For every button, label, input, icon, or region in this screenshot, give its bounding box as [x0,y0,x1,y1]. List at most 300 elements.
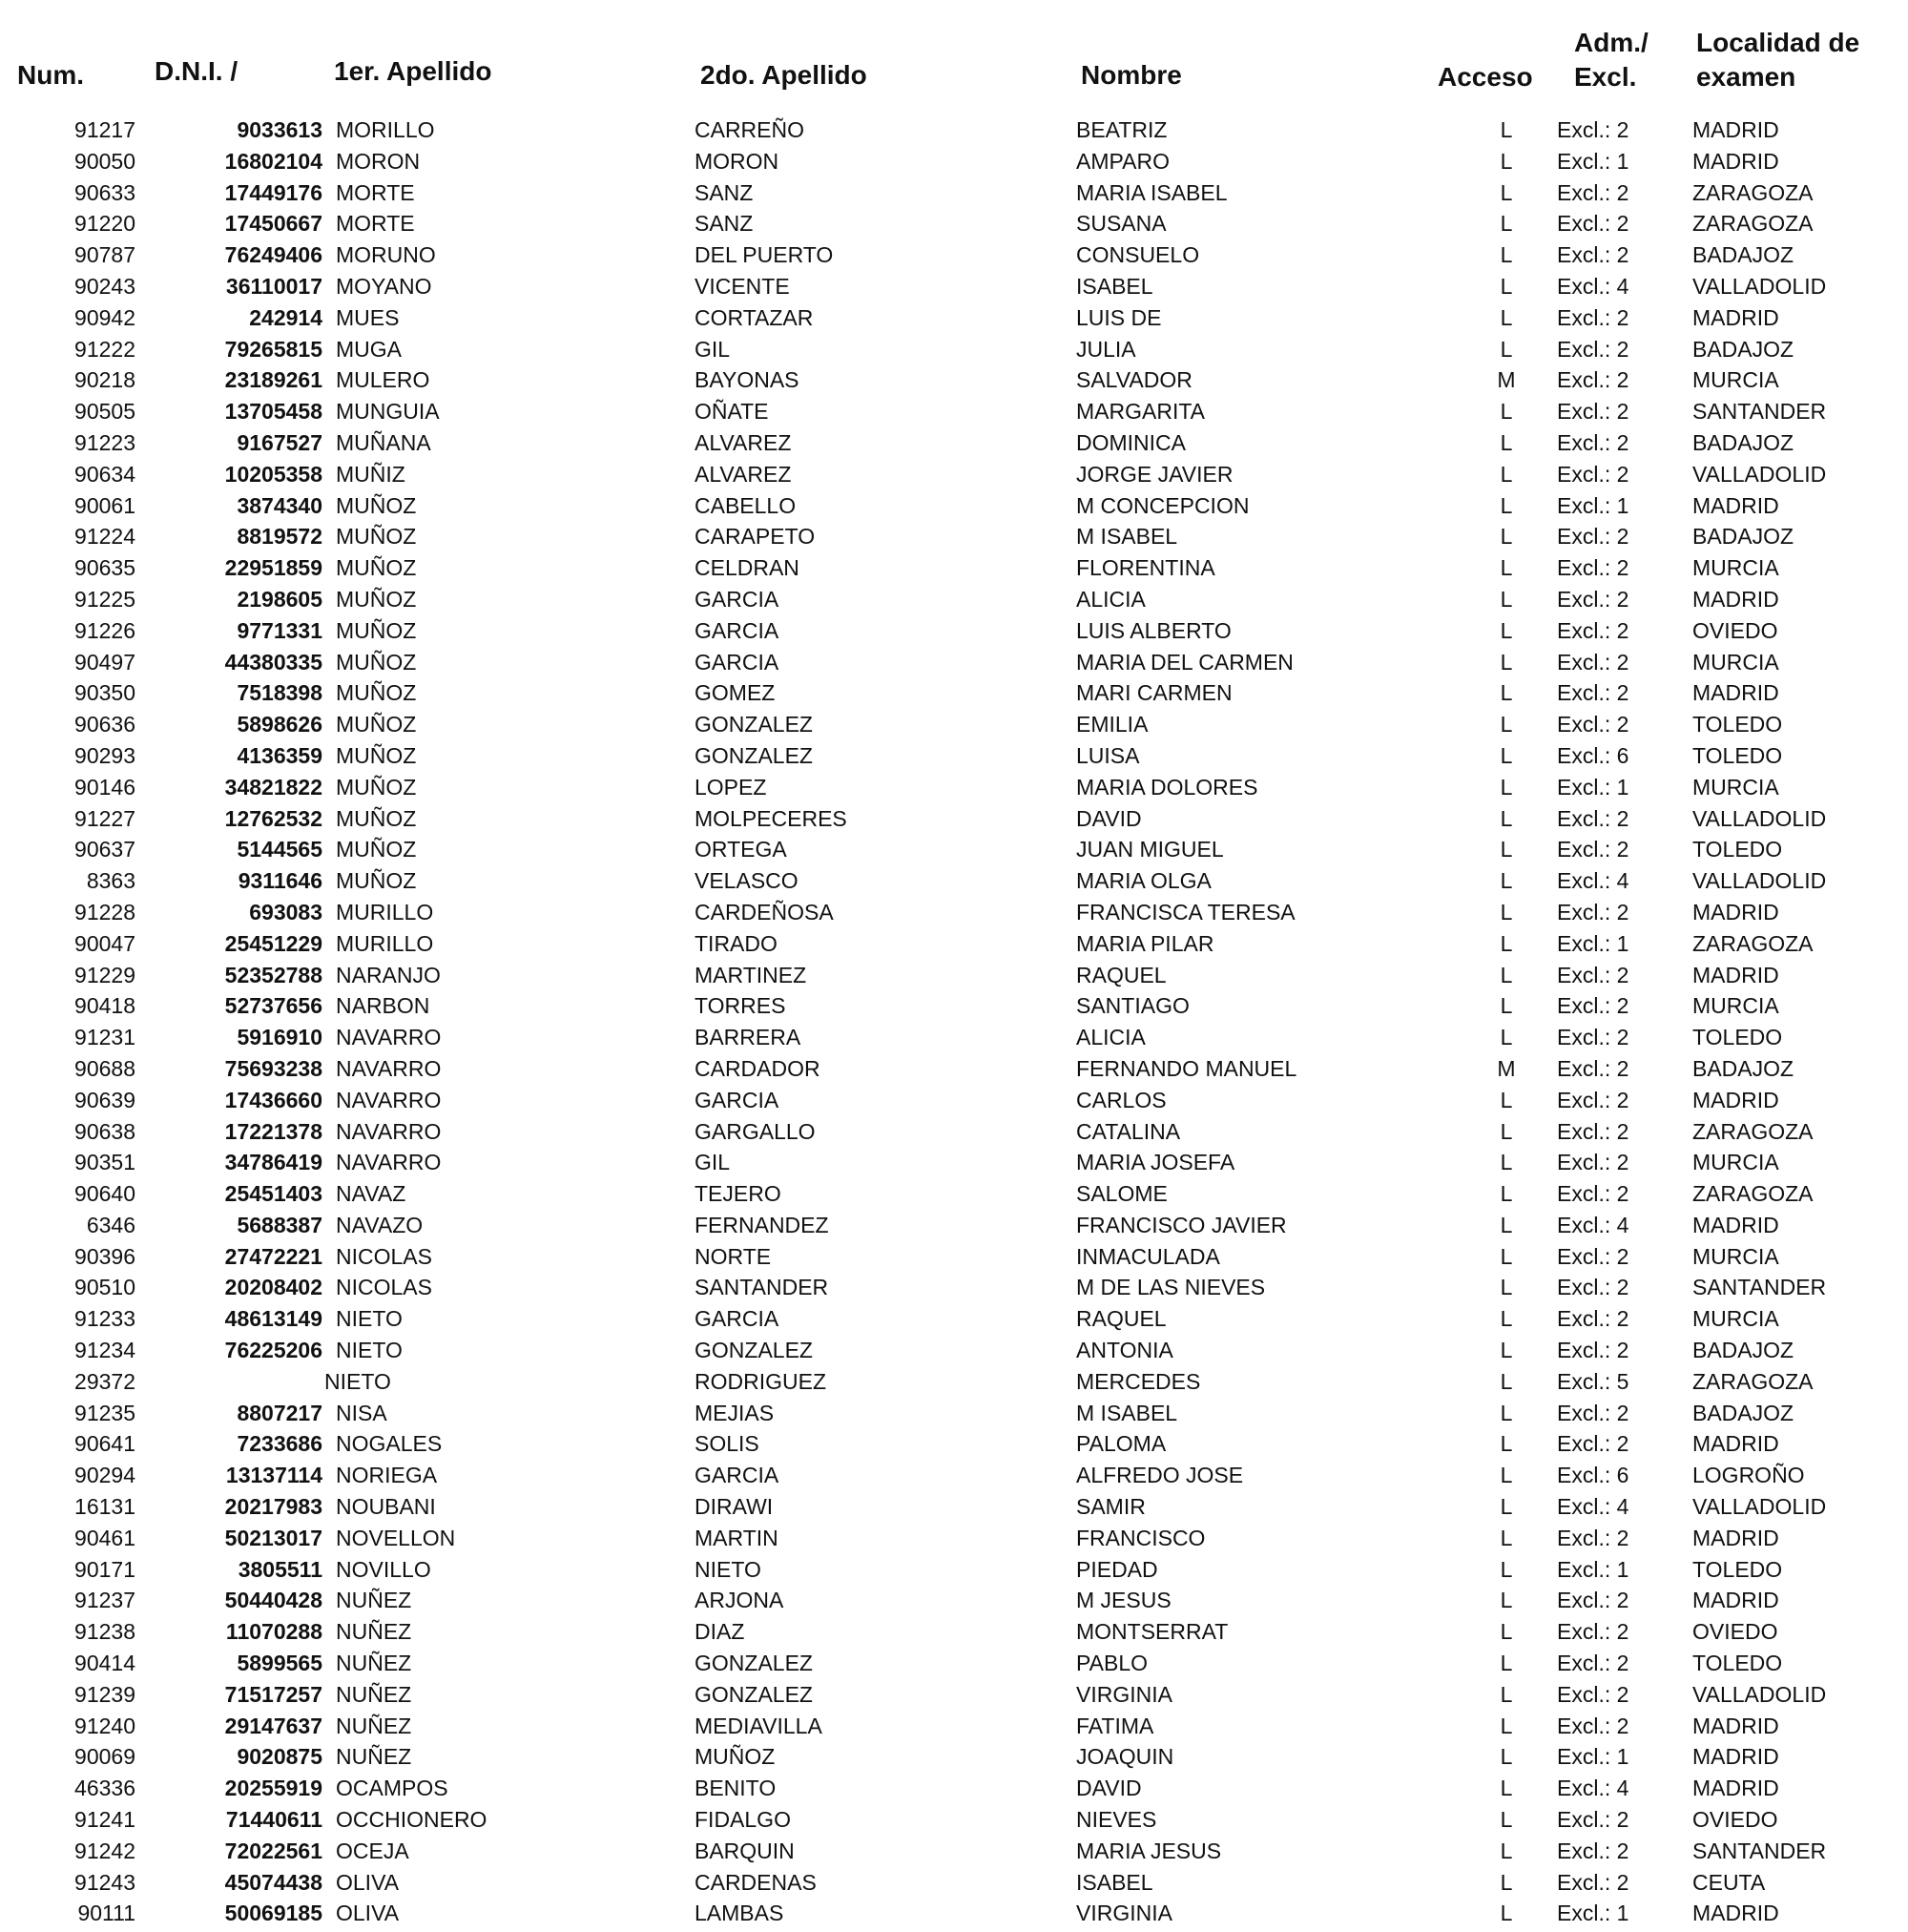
row-nombre: SANTIAGO [1076,993,1190,1019]
row-dni: 5916910 [237,1025,322,1050]
row-nombre: CATALINA [1076,1118,1181,1144]
row-num: 90942 [74,304,135,330]
row-acceso: L [1500,1807,1513,1833]
table-row [0,114,1908,146]
row-apellido1: NUÑEZ [336,1619,412,1645]
row-apellido1: MUÑOZ [336,868,417,894]
row-dni: 9033613 [237,117,322,142]
row-adm-excl: Excl.: 1 [1557,148,1629,174]
row-acceso: L [1500,617,1513,643]
row-apellido1: OCEJA [336,1838,409,1863]
row-apellido1: NUÑEZ [336,1744,412,1770]
row-dni: 52352788 [224,962,322,987]
row-apellido1: MUÑOZ [336,742,417,768]
row-apellido1: NUÑEZ [336,1713,412,1738]
row-num: 46336 [74,1776,135,1801]
row-apellido1: NARBON [336,993,430,1019]
row-nombre: SALVADOR [1076,367,1192,393]
table-row [0,146,1908,177]
row-adm-excl: Excl.: 5 [1557,1368,1629,1394]
row-nombre: RAQUEL [1076,1306,1167,1332]
row-localidad: VALLADOLID [1692,1681,1827,1707]
row-apellido2: DIAZ [695,1619,745,1645]
row-localidad: BADAJOZ [1692,1400,1794,1425]
candidate-list [0,114,1908,1929]
row-acceso: L [1500,1431,1513,1457]
row-nombre: FRANCISCO [1076,1525,1206,1550]
row-apellido2: GOMEZ [695,680,776,706]
row-localidad: SANTANDER [1692,399,1827,425]
row-adm-excl: Excl.: 2 [1557,1525,1629,1550]
row-localidad: SANTANDER [1692,1838,1827,1863]
row-dni: 20217983 [224,1494,322,1520]
row-localidad: MADRID [1692,304,1779,330]
row-num: 91220 [74,211,135,237]
row-nombre: FRANCISCO JAVIER [1076,1212,1287,1237]
row-apellido1: MORON [336,148,421,174]
row-dni: 36110017 [225,273,322,299]
table-row [0,1147,1908,1178]
row-acceso: L [1500,868,1513,894]
row-dni: 45074438 [224,1869,322,1895]
row-num: 91222 [74,336,135,362]
row-num: 91239 [74,1681,135,1707]
row-nombre: BEATRIZ [1076,117,1168,142]
row-acceso: L [1500,211,1513,237]
row-acceso: M [1497,1055,1516,1081]
row-num: 90111 [77,1901,135,1926]
row-num: 90171 [74,1556,135,1582]
row-apellido1: MORTE [336,211,415,237]
row-acceso: L [1500,1713,1513,1738]
row-adm-excl: Excl.: 2 [1557,1150,1629,1175]
row-apellido2: CARDADOR [695,1055,820,1081]
row-dni: 5688387 [237,1212,322,1237]
row-adm-excl: Excl.: 2 [1557,1651,1629,1676]
row-acceso: L [1500,1400,1513,1425]
row-apellido2: BARQUIN [695,1838,795,1863]
row-acceso: L [1500,1901,1513,1926]
row-adm-excl: Excl.: 2 [1557,805,1629,831]
table-row [0,647,1908,678]
row-nombre: MARIA JESUS [1076,1838,1222,1863]
row-num: 29372 [74,1368,135,1394]
table-row [0,1398,1908,1429]
table-row [0,865,1908,897]
row-localidad: MURCIA [1692,774,1779,800]
row-apellido1: MUES [336,304,400,330]
row-nombre: INMACULADA [1076,1243,1220,1269]
row-num: 90505 [74,399,135,425]
row-num: 90146 [74,774,135,800]
row-nombre: M DE LAS NIEVES [1076,1275,1266,1300]
row-localidad: CEUTA [1692,1869,1766,1895]
row-adm-excl: Excl.: 2 [1557,1087,1629,1112]
row-acceso: L [1500,555,1513,581]
row-dni: 9167527 [237,429,322,455]
row-num: 91233 [74,1306,135,1332]
row-dni: 11070288 [225,1619,322,1645]
row-apellido1: MULERO [336,367,430,393]
row-localidad: MADRID [1692,586,1779,612]
row-dni: 17449176 [224,179,322,205]
row-nombre: FATIMA [1076,1713,1154,1738]
row-acceso: L [1500,1681,1513,1707]
row-nombre: JOAQUIN [1076,1744,1174,1770]
table-row [0,1773,1908,1804]
row-localidad: LOGROÑO [1692,1463,1805,1488]
row-acceso: L [1500,1306,1513,1332]
row-apellido2: MUÑOZ [695,1744,776,1770]
row-acceso: L [1500,304,1513,330]
row-adm-excl: Excl.: 2 [1557,993,1629,1019]
row-localidad: TOLEDO [1692,1651,1783,1676]
row-num: 91224 [74,524,135,550]
table-row [0,1523,1908,1554]
row-nombre: M JESUS [1076,1588,1172,1613]
row-apellido2: GARCIA [695,1087,779,1112]
table-row [0,677,1908,709]
row-nombre: M ISABEL [1076,1400,1178,1425]
row-apellido1: NUÑEZ [336,1588,412,1613]
row-apellido2: GONZALEZ [695,742,813,768]
row-dni: 20208402 [224,1275,322,1300]
table-row [0,1428,1908,1460]
row-acceso: L [1500,273,1513,299]
row-localidad: MADRID [1692,680,1779,706]
row-num: 91242 [74,1838,135,1863]
row-adm-excl: Excl.: 2 [1557,555,1629,581]
row-adm-excl: Excl.: 2 [1557,367,1629,393]
row-nombre: SUSANA [1076,211,1167,237]
row-adm-excl: Excl.: 4 [1557,273,1629,299]
row-num: 91238 [74,1619,135,1645]
row-dni: 50213017 [224,1525,322,1550]
row-apellido1: MUÑOZ [336,492,417,518]
table-row [0,1085,1908,1116]
row-dni: 693083 [249,899,322,924]
row-apellido1: NIETO [336,1338,403,1363]
row-acceso: L [1500,1150,1513,1175]
row-adm-excl: Excl.: 1 [1557,930,1629,956]
row-num: 90069 [74,1744,135,1770]
row-nombre: ALICIA [1076,586,1146,612]
row-num: 90061 [74,492,135,518]
row-adm-excl: Excl.: 2 [1557,649,1629,675]
row-apellido1: OLIVA [336,1901,400,1926]
row-localidad: BADAJOZ [1692,242,1794,268]
row-acceso: L [1500,1776,1513,1801]
row-localidad: BADAJOZ [1692,524,1794,550]
row-acceso: L [1500,1181,1513,1207]
row-nombre: LUIS DE [1076,304,1162,330]
row-apellido2: MEDIAVILLA [695,1713,822,1738]
row-dni: 5899565 [237,1651,322,1676]
row-apellido2: MEJIAS [695,1400,775,1425]
row-dni: 52737656 [224,993,322,1019]
row-dni: 48613149 [224,1306,322,1332]
row-dni: 25451403 [224,1181,322,1207]
row-nombre: VIRGINIA [1076,1901,1172,1926]
table-row [0,521,1908,552]
header-num: Num. [17,60,84,90]
row-acceso: L [1500,1588,1513,1613]
row-apellido1: MUÑOZ [336,555,417,581]
row-localidad: BADAJOZ [1692,1338,1794,1363]
row-num: 90510 [74,1275,135,1300]
row-apellido1: NAVARRO [336,1150,442,1175]
row-apellido2: GARCIA [695,586,779,612]
header-localidad-line2: examen [1696,62,1796,92]
table-row [0,1679,1908,1711]
row-apellido2: DIRAWI [695,1494,774,1520]
row-acceso: L [1500,1118,1513,1144]
table-row [0,396,1908,427]
table-row [0,928,1908,960]
row-adm-excl: Excl.: 2 [1557,586,1629,612]
row-adm-excl: Excl.: 2 [1557,524,1629,550]
row-localidad: MADRID [1692,148,1779,174]
row-apellido2: ALVAREZ [695,461,792,487]
table-row [0,1053,1908,1085]
row-apellido1: MUGA [336,336,402,362]
row-apellido1: MUÑIZ [336,461,405,487]
row-apellido1: NOGALES [336,1431,443,1457]
row-localidad: MURCIA [1692,1150,1779,1175]
row-localidad: OVIEDO [1692,617,1778,643]
row-adm-excl: Excl.: 4 [1557,868,1629,894]
row-num: 90047 [74,930,135,956]
row-apellido1: NAVARRO [336,1087,442,1112]
row-acceso: L [1500,399,1513,425]
row-acceso: L [1500,993,1513,1019]
row-nombre: MARIA DEL CARMEN [1076,649,1294,675]
row-nombre: PABLO [1076,1651,1148,1676]
table-row [0,1366,1908,1398]
row-dni: 3805511 [238,1556,322,1582]
row-adm-excl: Excl.: 4 [1557,1212,1629,1237]
row-acceso: L [1500,1556,1513,1582]
row-adm-excl: Excl.: 2 [1557,1306,1629,1332]
row-apellido1: NAVARRO [336,1025,442,1050]
row-dni: 44380335 [224,649,322,675]
row-nombre: M CONCEPCION [1076,492,1250,518]
table-row [0,1804,1908,1836]
row-localidad: MURCIA [1692,555,1779,581]
row-apellido1: OLIVA [336,1869,400,1895]
row-acceso: L [1500,492,1513,518]
row-adm-excl: Excl.: 4 [1557,1776,1629,1801]
row-apellido2: RODRIGUEZ [695,1368,826,1394]
row-adm-excl: Excl.: 2 [1557,962,1629,987]
row-apellido1: MORUNO [336,242,436,268]
row-apellido2: LAMBAS [695,1901,784,1926]
row-dni: 9311646 [238,868,322,894]
row-num: 90050 [74,148,135,174]
row-nombre: ANTONIA [1076,1338,1173,1363]
row-acceso: L [1500,774,1513,800]
row-nombre: ISABEL [1076,1869,1153,1895]
row-num: 90497 [74,649,135,675]
table-row [0,1335,1908,1366]
table-row [0,1585,1908,1616]
row-dni: 9020875 [237,1744,322,1770]
table-row [0,459,1908,490]
row-adm-excl: Excl.: 1 [1557,1901,1629,1926]
row-apellido2: GONZALEZ [695,712,813,737]
row-apellido2: GARCIA [695,617,779,643]
row-localidad: BADAJOZ [1692,1055,1794,1081]
row-apellido2: CARDENAS [695,1869,817,1895]
row-apellido1: MURILLO [336,899,434,924]
row-apellido2: NIETO [695,1556,761,1582]
table-row [0,552,1908,584]
row-dni: 25451229 [224,930,322,956]
row-nombre: MARGARITA [1076,399,1206,425]
row-nombre: MARIA JOSEFA [1076,1150,1235,1175]
row-nombre: PALOMA [1076,1431,1167,1457]
row-num: 90787 [74,242,135,268]
header-localidad-line1: Localidad de [1696,28,1860,57]
row-nombre: CONSUELO [1076,242,1200,268]
row-apellido2: SOLIS [695,1431,759,1457]
row-localidad: OVIEDO [1692,1619,1778,1645]
row-num: 90636 [74,712,135,737]
row-localidad: MADRID [1692,899,1779,924]
row-num: 90688 [74,1055,135,1081]
table-row [0,1116,1908,1148]
row-dni: 8819572 [237,524,322,550]
row-localidad: VALLADOLID [1692,273,1827,299]
row-apellido2: SANZ [695,211,754,237]
row-adm-excl: Excl.: 2 [1557,211,1629,237]
row-adm-excl: Excl.: 2 [1557,1681,1629,1707]
row-num: 90351 [74,1150,135,1175]
row-acceso: L [1500,148,1513,174]
row-acceso: L [1500,899,1513,924]
row-num: 91229 [74,962,135,987]
row-acceso: L [1500,1838,1513,1863]
row-acceso: L [1500,712,1513,737]
row-localidad: MURCIA [1692,1306,1779,1332]
table-row [0,364,1908,396]
row-localidad: MURCIA [1692,649,1779,675]
row-dni: 5144565 [237,837,322,862]
row-apellido1: NOVELLON [336,1525,456,1550]
table-row [0,803,1908,835]
table-row [0,1022,1908,1053]
row-apellido1: MUÑOZ [336,805,417,831]
row-adm-excl: Excl.: 2 [1557,1275,1629,1300]
row-dni: 23189261 [224,367,322,393]
row-apellido2: VICENTE [695,273,790,299]
table-row [0,1616,1908,1648]
row-num: 90641 [74,1431,135,1457]
row-adm-excl: Excl.: 2 [1557,617,1629,643]
row-localidad: MADRID [1692,1776,1779,1801]
row-dni: 50069185 [224,1901,322,1926]
table-row [0,740,1908,772]
row-adm-excl: Excl.: 2 [1557,304,1629,330]
row-apellido2: CELDRAN [695,555,799,581]
row-localidad: OVIEDO [1692,1807,1778,1833]
row-nombre: PIEDAD [1076,1556,1158,1582]
row-apellido2: GONZALEZ [695,1681,813,1707]
row-nombre: SALOME [1076,1181,1168,1207]
row-apellido1: NUÑEZ [336,1651,412,1676]
row-adm-excl: Excl.: 2 [1557,1118,1629,1144]
row-num: 90637 [74,837,135,862]
row-acceso: M [1497,367,1516,393]
row-acceso: L [1500,1869,1513,1895]
row-nombre: LUISA [1076,742,1140,768]
row-acceso: L [1500,680,1513,706]
row-localidad: MADRID [1692,1744,1779,1770]
row-num: 91217 [74,117,135,142]
row-dni: 34786419 [224,1150,322,1175]
header-dni: D.N.I. / [155,56,238,86]
row-dni: 17450667 [224,211,322,237]
row-acceso: L [1500,1368,1513,1394]
row-acceso: L [1500,1275,1513,1300]
header-adm-line2: Excl. [1574,62,1637,92]
row-acceso: L [1500,179,1513,205]
row-adm-excl: Excl.: 2 [1557,1713,1629,1738]
row-acceso: L [1500,117,1513,142]
row-apellido2: SANTANDER [695,1275,829,1300]
table-row [0,177,1908,209]
row-localidad: ZARAGOZA [1692,1181,1814,1207]
row-adm-excl: Excl.: 2 [1557,1243,1629,1269]
row-apellido1: MUÑOZ [336,774,417,800]
row-nombre: DAVID [1076,1776,1142,1801]
row-dni: 242914 [249,304,322,330]
row-apellido2: BAYONAS [695,367,799,393]
table-row [0,1210,1908,1241]
table-row [0,208,1908,239]
row-dni: 10205358 [224,461,322,487]
row-num: 91228 [74,899,135,924]
table-row [0,897,1908,928]
row-nombre: FLORENTINA [1076,555,1215,581]
row-apellido1: MORTE [336,179,415,205]
row-num: 91226 [74,617,135,643]
row-apellido1: MUNGUIA [336,399,440,425]
row-dni: 76249406 [224,242,322,268]
row-apellido1: NARANJO [336,962,441,987]
row-num: 90350 [74,680,135,706]
row-apellido2: OÑATE [695,399,769,425]
row-apellido2: ARJONA [695,1588,784,1613]
row-num: 90243 [74,273,135,299]
table-row [0,427,1908,459]
row-localidad: MADRID [1692,1431,1779,1457]
row-acceso: L [1500,930,1513,956]
row-nombre: MARIA PILAR [1076,930,1214,956]
row-nombre: JUAN MIGUEL [1076,837,1224,862]
row-localidad: ZARAGOZA [1692,1368,1814,1394]
row-nombre: FRANCISCA TERESA [1076,899,1296,924]
row-dni: 22951859 [224,555,322,581]
row-apellido2: TIRADO [695,930,778,956]
row-apellido1: MUÑOZ [336,617,417,643]
table-row [0,302,1908,334]
row-apellido2: TORRES [695,993,786,1019]
header-acceso: Acceso [1438,62,1533,92]
row-apellido1: NAVAZO [336,1212,424,1237]
row-acceso: L [1500,1463,1513,1488]
row-localidad: MADRID [1692,1087,1779,1112]
